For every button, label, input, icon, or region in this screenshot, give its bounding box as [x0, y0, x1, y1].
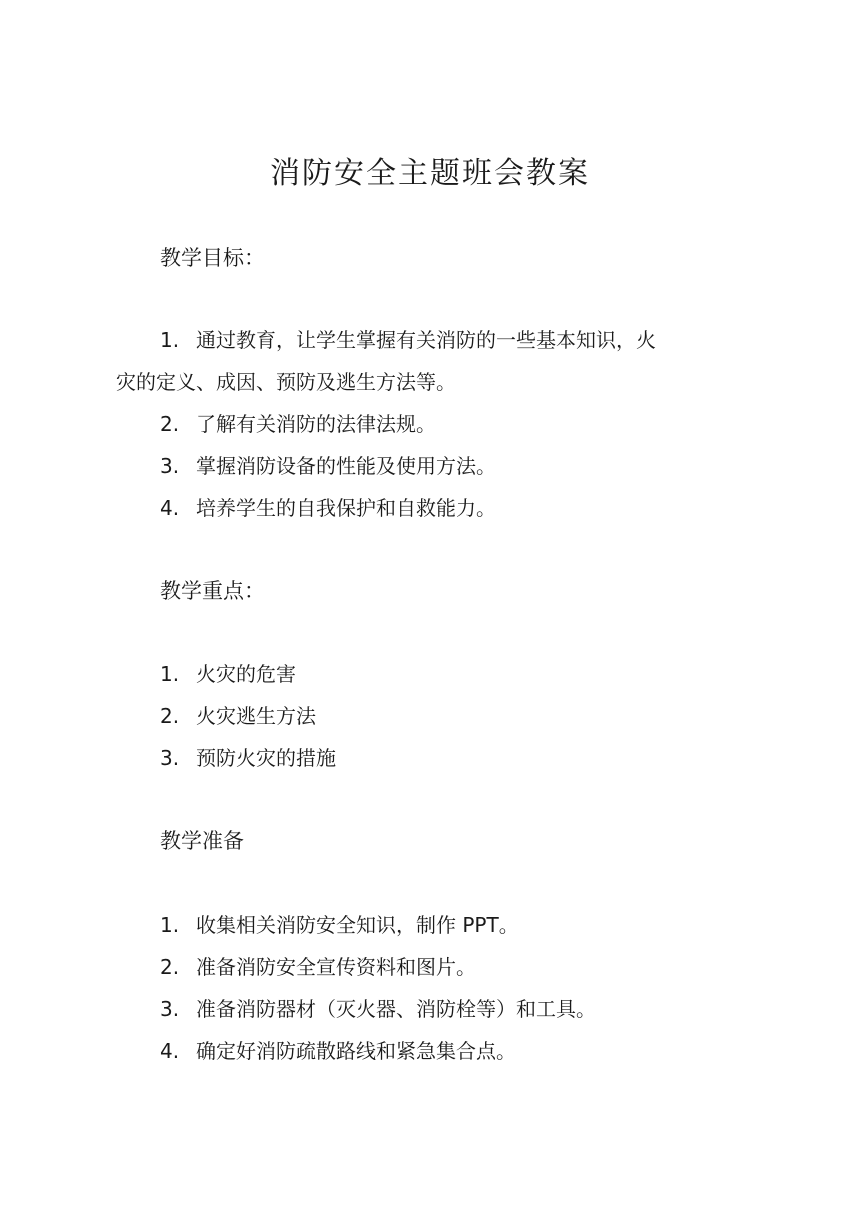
list-item-number: 3. — [160, 746, 180, 770]
list-item-text: 确定好消防疏散路线和紧急集合点。 — [196, 1039, 516, 1063]
list-item-text: 收集相关消防安全知识，制作 PPT。 — [196, 913, 519, 937]
list-item-continuation: 灾的定义、成因、预防及逃生方法等。 — [116, 370, 456, 394]
list-item — [160, 1036, 516, 1066]
section-heading-key-points: 教学重点： — [160, 579, 265, 603]
list-item — [160, 994, 596, 1024]
list-item-text: 培养学生的自我保护和自救能力。 — [196, 496, 496, 520]
list-item-number: 1. — [160, 662, 180, 686]
list-item-text: 了解有关消防的法律法规。 — [196, 412, 436, 436]
list-item-number: 1. — [160, 913, 180, 937]
list-item-number: 2. — [160, 412, 180, 436]
list-item-number: 1. — [160, 328, 180, 352]
list-item-text: 准备消防安全宣传资料和图片。 — [196, 955, 476, 979]
list-item-text: 火灾的危害 — [196, 662, 296, 686]
list-item — [160, 325, 656, 355]
list-item-text: 火灾逃生方法 — [196, 704, 316, 728]
list-item-text: 准备消防器材（灭火器、消防栓等）和工具。 — [196, 997, 596, 1021]
section-heading-objectives: 教学目标： — [160, 246, 265, 270]
list-item-number: 2. — [160, 955, 180, 979]
list-item — [160, 659, 296, 689]
list-item-text: 掌握消防设备的性能及使用方法。 — [196, 454, 496, 478]
list-item-number: 2. — [160, 704, 180, 728]
list-item — [160, 743, 336, 773]
list-item-text: 通过教育，让学生掌握有关消防的一些基本知识，火 — [196, 328, 656, 352]
list-item-number: 4. — [160, 496, 180, 520]
list-item — [160, 701, 316, 731]
list-item — [160, 910, 519, 940]
list-item — [160, 409, 436, 439]
document-title: 消防安全主题班会教案 — [270, 156, 590, 191]
section-heading-preparation: 教学准备 — [160, 829, 244, 853]
list-item-number: 3. — [160, 997, 180, 1021]
list-item-number: 4. — [160, 1039, 180, 1063]
list-item — [160, 952, 476, 982]
list-item — [160, 451, 496, 481]
list-item-text: 预防火灾的措施 — [196, 746, 336, 770]
list-item-number: 3. — [160, 454, 180, 478]
list-item — [160, 493, 496, 523]
